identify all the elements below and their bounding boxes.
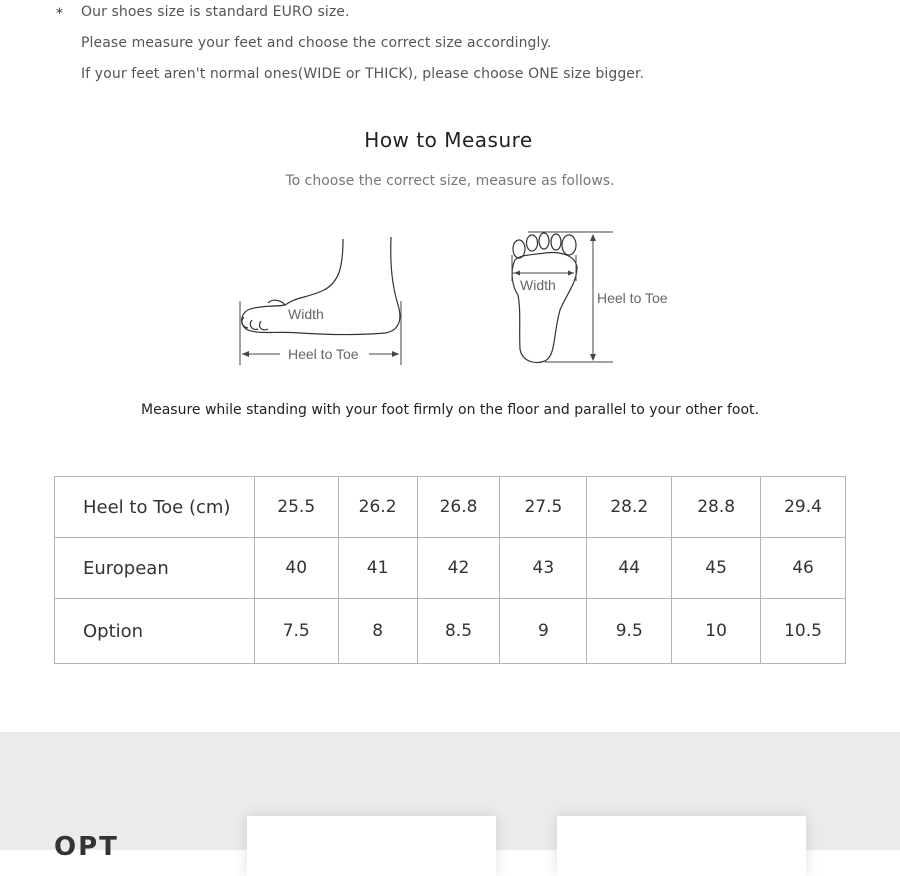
sole-length-label: Heel to Toe <box>597 290 668 306</box>
side-length-label: Heel to Toe <box>288 346 359 362</box>
table-cell: 40 <box>254 538 338 599</box>
footer-section <box>0 732 900 862</box>
table-cell: 9 <box>500 599 587 664</box>
table-cell: 26.8 <box>417 477 500 538</box>
table-cell: 44 <box>587 538 672 599</box>
table-cell: 28.8 <box>672 477 761 538</box>
table-cell: 10.5 <box>761 599 846 664</box>
note-line-size-bigger: If your feet aren't normal ones(WIDE or THICK), please choose ONE size bigger. <box>81 66 645 82</box>
footer-card[interactable] <box>557 816 806 876</box>
table-row-heel-to-toe <box>55 477 846 538</box>
table-cell: 7.5 <box>254 599 338 664</box>
side-width-label: Width <box>288 306 324 322</box>
table-cell: 28.2 <box>587 477 672 538</box>
row-label: Option <box>55 599 255 664</box>
note-asterisk: * <box>56 6 63 22</box>
table-row-european <box>55 538 846 599</box>
size-chart-table <box>54 476 846 664</box>
table-cell: 10 <box>672 599 761 664</box>
row-label: European <box>55 538 255 599</box>
table-cell: 46 <box>761 538 846 599</box>
table-cell: 41 <box>338 538 417 599</box>
table-cell: 29.4 <box>761 477 846 538</box>
measure-instruction: Measure while standing with your foot firmly on the floor and parallel to your other foot. <box>141 402 759 418</box>
table-cell: 8 <box>338 599 417 664</box>
table-cell: 45 <box>672 538 761 599</box>
foot-sole-view-icon <box>512 233 577 363</box>
how-to-measure-subtitle: To choose the correct size, measure as follows. <box>285 173 615 189</box>
table-cell: 43 <box>500 538 587 599</box>
table-cell: 25.5 <box>254 477 338 538</box>
table-row-option <box>55 599 846 664</box>
foot-measure-diagram <box>0 225 900 375</box>
table-cell: 42 <box>417 538 500 599</box>
table-cell: 9.5 <box>587 599 672 664</box>
row-label: Heel to Toe (cm) <box>55 477 255 538</box>
table-cell: 8.5 <box>417 599 500 664</box>
footer-brand-title: OPT <box>54 832 119 862</box>
note-line-euro-size: Our shoes size is standard EURO size. <box>81 4 350 20</box>
note-line-measure-feet: Please measure your feet and choose the correct size accordingly. <box>81 35 552 51</box>
table-cell: 26.2 <box>338 477 417 538</box>
table-cell: 27.5 <box>500 477 587 538</box>
sole-width-label: Width <box>520 277 556 293</box>
footer-card[interactable] <box>247 816 496 876</box>
how-to-measure-title: How to Measure <box>364 128 533 152</box>
